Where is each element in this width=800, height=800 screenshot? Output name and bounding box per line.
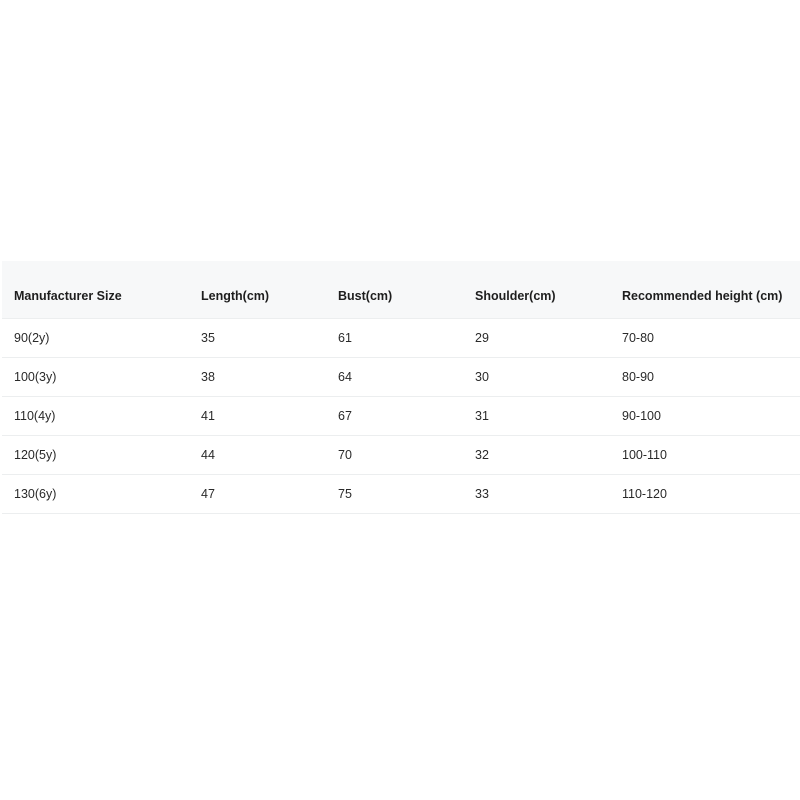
table-header — [2, 261, 800, 318]
cell-manufacturer-size: 90(2y) — [14, 330, 50, 345]
cell-recommended-height: 80-90 — [622, 369, 654, 384]
cell-length: 44 — [201, 447, 215, 462]
cell-manufacturer-size: 110(4y) — [14, 408, 56, 423]
cell-shoulder: 32 — [475, 447, 489, 462]
table-body — [2, 318, 800, 513]
size-chart-table — [2, 261, 800, 514]
cell-manufacturer-size: 120(5y) — [14, 447, 57, 462]
table-row — [2, 318, 800, 357]
cell-bust: 75 — [338, 486, 352, 501]
cell-manufacturer-size: 130(6y) — [14, 486, 57, 501]
cell-recommended-height: 70-80 — [622, 330, 654, 345]
header-recommended-height: Recommended height (cm) — [610, 261, 800, 318]
cell-length: 38 — [201, 369, 215, 384]
table-row — [2, 435, 800, 474]
table-row — [2, 357, 800, 396]
cell-shoulder: 29 — [475, 330, 489, 345]
cell-bust: 67 — [338, 408, 352, 423]
cell-bust: 61 — [338, 330, 352, 345]
cell-recommended-height: 100-110 — [622, 447, 667, 462]
header-shoulder: Shoulder(cm) — [463, 261, 610, 318]
table-row — [2, 474, 800, 513]
header-length: Length(cm) — [189, 261, 326, 318]
cell-bust: 64 — [338, 369, 352, 384]
header-manufacturer-size: Manufacturer Size — [2, 261, 189, 318]
cell-shoulder: 33 — [475, 486, 489, 501]
cell-length: 35 — [201, 330, 215, 345]
table-row — [2, 396, 800, 435]
cell-manufacturer-size: 100(3y) — [14, 369, 57, 384]
cell-recommended-height: 110-120 — [622, 486, 667, 501]
cell-length: 47 — [201, 486, 215, 501]
cell-shoulder: 30 — [475, 369, 489, 384]
cell-shoulder: 31 — [475, 408, 489, 423]
cell-bust: 70 — [338, 447, 352, 462]
cell-recommended-height: 90-100 — [622, 408, 661, 423]
header-row — [2, 261, 800, 318]
cell-length: 41 — [201, 408, 215, 423]
header-bust: Bust(cm) — [326, 261, 463, 318]
